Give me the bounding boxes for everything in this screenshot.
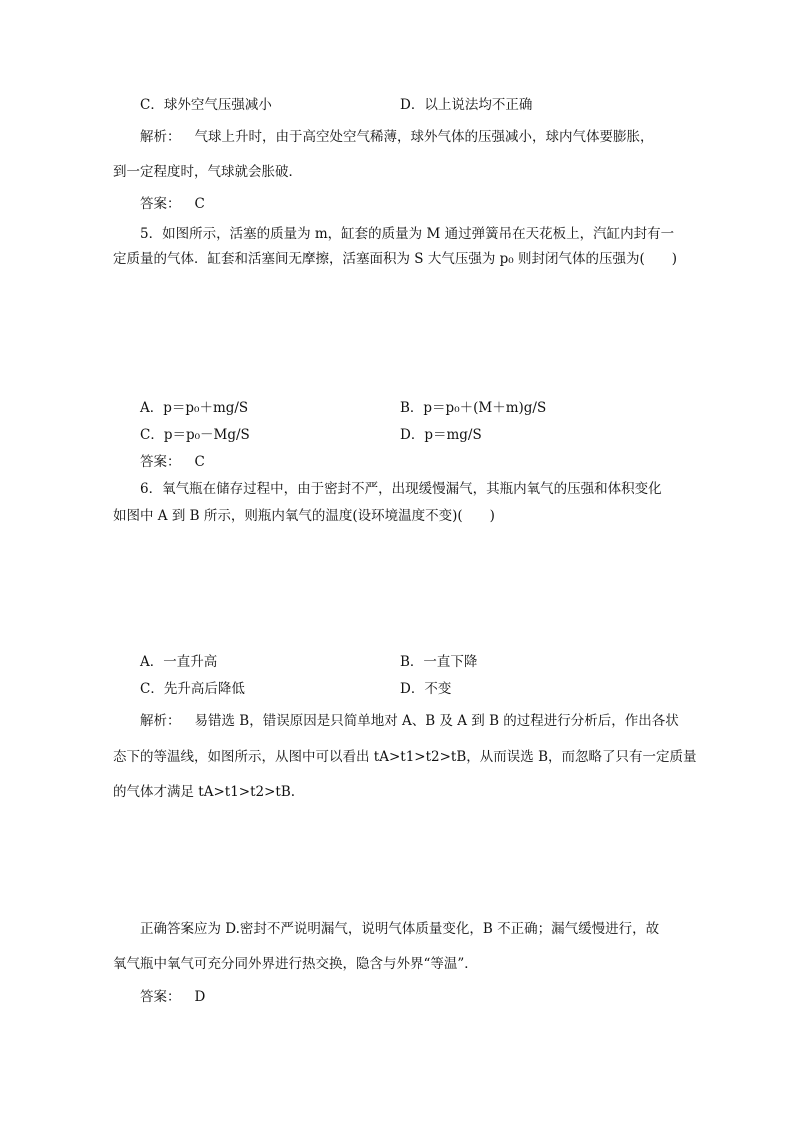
answer-value: D (194, 989, 206, 1005)
answer-label: 答案： (140, 454, 181, 470)
analysis-text: 易错选 B，错误原因是只简单地对 A、B 及 A 到 B 的过程进行分析后，作出各状 (194, 713, 679, 729)
q6-stem-line1: 6．氧气瓶在储存过程中，由于密封不严，出现缓慢漏气，其瓶内氧气的压强和体积变化 (140, 481, 662, 497)
answer-value: C (194, 196, 205, 212)
q6-analysis-cont2: 的气体才满足 tA>t1>t2>tB. (113, 784, 296, 800)
q4-option-c: C．球外空气压强减小 (140, 97, 272, 113)
q4-answer (140, 195, 205, 213)
q6-answer (140, 988, 205, 1006)
q6-option-b: B．一直下降 (400, 654, 478, 670)
q6-analysis (140, 712, 679, 730)
q6-option-a: A．一直升高 (140, 654, 218, 670)
q5-stem-line1: 5．如图所示，活塞的质量为 m，缸套的质量为 M 通过弹簧吊在天花板上，汽缸内封有一 (140, 226, 675, 242)
q6-analysis-cont1: 态下的等温线，如图所示，从图中可以看出 tA>t1>t2>tB，从而误选 B，而忽略了只有一定质量 (113, 749, 697, 765)
q5-stem-line2: 定质量的气体．缸套和活塞间无摩擦，活塞面积为 S 大气压强为 p₀ 则封闭气体的压强为( ) (113, 251, 677, 267)
analysis-label: 解析： (140, 713, 181, 729)
answer-label: 答案： (140, 196, 181, 212)
answer-value: C (194, 454, 205, 470)
q5-option-c: C．p＝p₀－Mg/S (140, 427, 250, 443)
q4-option-d: D．以上说法均不正确 (400, 97, 533, 113)
q6-option-d: D．不变 (400, 681, 452, 697)
analysis-label: 解析： (140, 129, 181, 145)
q5-option-a: A．p＝p₀＋mg/S (140, 400, 249, 416)
q6-option-c: C．先升高后降低 (140, 681, 245, 697)
q6-stem-line2: 如图中 A 到 B 所示，则瓶内氧气的温度(设环境温度不变)( ) (113, 508, 495, 524)
analysis-text: 气球上升时，由于高空处空气稀薄，球外气体的压强减小，球内气体要膨胀， (194, 129, 654, 145)
q5-answer (140, 453, 205, 471)
q4-analysis (140, 128, 654, 146)
q4-analysis-cont: 到一定程度时，气球就会胀破． (113, 164, 302, 180)
q5-option-d: D．p＝mg/S (400, 427, 482, 443)
answer-label: 答案： (140, 989, 181, 1005)
q6-correct-line1: 正确答案应为 D.密封不严说明漏气，说明气体质量变化，B 不正确；漏气缓慢进行，故 (140, 921, 660, 937)
q5-option-b: B．p＝p₀＋(M＋m)g/S (400, 400, 547, 416)
q6-correct-line2: 氧气瓶中氧气可充分同外界进行热交换，隐含与外界“等温”． (113, 956, 478, 972)
